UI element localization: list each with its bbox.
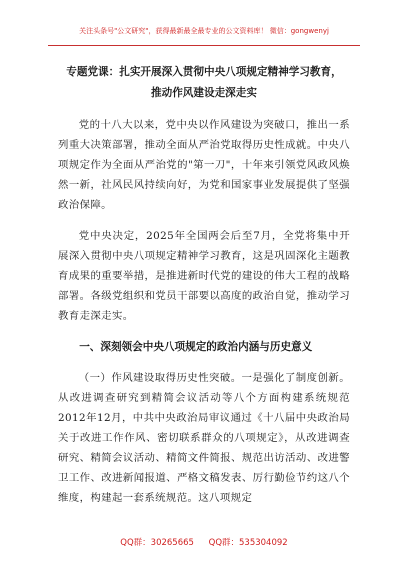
paragraph-spacer: [58, 215, 350, 226]
paragraph: 党的十八大以来，党中央以作风建设为突破口，推出一系列重大决策部署，推动全面从严治党取得历史性成就。中央八项规定作为全面从严治党的"第一刀"，十年来引领党风政风焕然一新，社风民风持续向好，为党和国家事业发展提供了坚强政治保障。: [58, 119, 350, 211]
paragraph-spacer: [58, 326, 350, 337]
heading-spacer: [58, 357, 350, 368]
section-heading: 一、深刻领会中央八项规定的政治内涵与历史意义: [79, 341, 313, 353]
footer-qq-group-2: QQ群：535304092: [208, 538, 288, 548]
footer-qq-group-1: QQ群：30265665: [120, 538, 194, 548]
header-notice: 关注头条号"公文研究"，获得最新最全最专业的公文资料库！ 微信：gongwenyj: [79, 27, 329, 35]
paragraph: 党中央决定，2025年全国两会后至7月，全党将集中开展深入贯彻中央八项规定精神学习教育，这是巩固深化主题教育成果的重要举措，是推进新时代党的建设的伟大工程的战略部署。各级党组织和党员干部要以高度的政治自觉，推动学习教育走深走实。: [58, 230, 350, 322]
title-spacer: [58, 104, 350, 115]
header-divider: [48, 45, 360, 46]
document-title-line-2: 推动作风建设走深走实: [151, 87, 257, 99]
section-paragraph: （一）作风建设取得历史性突破。一是强化了制度创新。从改进调查研究到精简会议活动等八个方面构建系统规范2012年12月，中共中央政治局审议通过《十八届中央政治局关于改进工作作风、密切联系群众的八项规定》，从改进调查研究、精简会议活动、精简文件简报、规范出访活动、改进警卫工作、改进新闻报道、严格文稿发表、厉行勤俭节约这八个维度，构建起一套系统规范。这八项规定: [58, 372, 350, 504]
footer-contacts: [0, 537, 408, 549]
document-body: [58, 62, 350, 508]
document-title-line-1: 专题党课：扎实开展深入贯彻中央八项规定精神学习教育，: [66, 66, 342, 78]
